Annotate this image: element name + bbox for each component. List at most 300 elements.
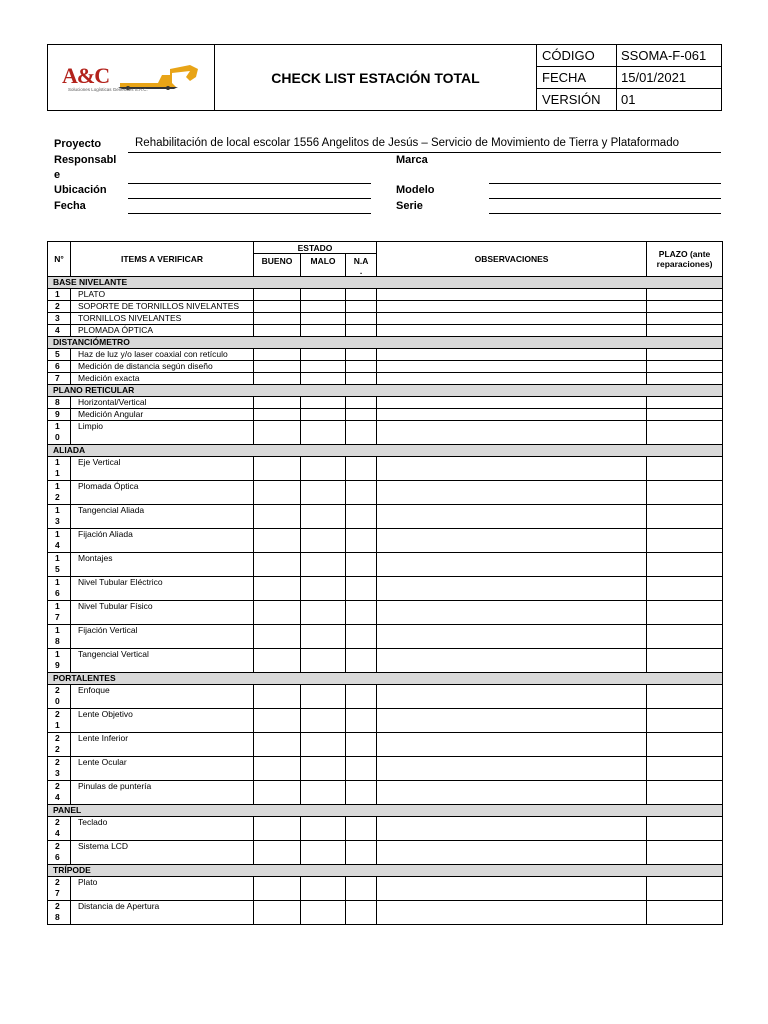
observaciones-cell[interactable] bbox=[377, 325, 647, 337]
row-number-line2: 0 bbox=[55, 696, 60, 706]
fecha-line[interactable] bbox=[128, 213, 371, 214]
bueno-cell[interactable] bbox=[254, 733, 301, 757]
header-table bbox=[47, 44, 722, 111]
plazo-cell[interactable] bbox=[647, 373, 723, 385]
bueno-cell[interactable] bbox=[254, 457, 301, 481]
malo-cell[interactable] bbox=[301, 289, 346, 301]
na-cell[interactable] bbox=[346, 685, 377, 709]
row-number bbox=[48, 877, 71, 901]
row-item-label: Lente Ocular bbox=[71, 757, 254, 781]
codigo-label: CÓDIGO bbox=[537, 45, 617, 67]
table-row bbox=[48, 733, 723, 757]
row-number-line1: 9 bbox=[55, 409, 60, 419]
bueno-cell[interactable] bbox=[254, 289, 301, 301]
section-title: PLANO RETICULAR bbox=[48, 385, 723, 397]
row-number-line2: 8 bbox=[55, 912, 60, 922]
malo-cell[interactable] bbox=[301, 421, 346, 445]
na-cell[interactable] bbox=[346, 841, 377, 865]
plazo-cell[interactable] bbox=[647, 457, 723, 481]
plazo-cell[interactable] bbox=[647, 397, 723, 409]
bueno-cell[interactable] bbox=[254, 397, 301, 409]
row-number-line1: 1 bbox=[55, 421, 60, 431]
na-cell[interactable] bbox=[346, 505, 377, 529]
responsable-line[interactable] bbox=[128, 183, 371, 184]
observaciones-cell[interactable] bbox=[377, 817, 647, 841]
version-value: 01 bbox=[617, 89, 722, 111]
observaciones-cell[interactable] bbox=[377, 361, 647, 373]
malo-cell[interactable] bbox=[301, 361, 346, 373]
row-number-line2: 0 bbox=[55, 432, 60, 442]
malo-cell[interactable] bbox=[301, 505, 346, 529]
row-number-line1: 1 bbox=[55, 625, 60, 635]
section-row bbox=[48, 337, 723, 349]
row-item-label: Fijación Aliada bbox=[71, 529, 254, 553]
plazo-cell[interactable] bbox=[647, 709, 723, 733]
table-row bbox=[48, 625, 723, 649]
row-number bbox=[48, 421, 71, 445]
na-cell[interactable] bbox=[346, 529, 377, 553]
row-number-line1: 7 bbox=[55, 373, 60, 383]
row-number-line1: 8 bbox=[55, 397, 60, 407]
row-number-line1: 6 bbox=[55, 361, 60, 371]
ubicacion-line[interactable] bbox=[128, 198, 371, 199]
col-num-header: N° bbox=[48, 242, 71, 277]
checklist-table bbox=[47, 241, 723, 925]
row-item-label: Distancia de Apertura bbox=[71, 901, 254, 925]
row-number bbox=[48, 781, 71, 805]
bueno-cell[interactable] bbox=[254, 601, 301, 625]
plazo-cell[interactable] bbox=[647, 601, 723, 625]
na-cell[interactable] bbox=[346, 349, 377, 361]
table-row bbox=[48, 649, 723, 673]
row-number-line1: 2 bbox=[55, 841, 60, 851]
plazo-cell[interactable] bbox=[647, 553, 723, 577]
na-cell[interactable] bbox=[346, 577, 377, 601]
row-number bbox=[48, 409, 71, 421]
malo-cell[interactable] bbox=[301, 649, 346, 673]
row-item-label: Montajes bbox=[71, 553, 254, 577]
col-bueno-header: BUENO bbox=[254, 254, 301, 277]
row-number-line2: 1 bbox=[55, 468, 60, 478]
row-number bbox=[48, 733, 71, 757]
observaciones-cell[interactable] bbox=[377, 529, 647, 553]
observaciones-cell[interactable] bbox=[377, 649, 647, 673]
malo-cell[interactable] bbox=[301, 781, 346, 805]
row-number bbox=[48, 313, 71, 325]
row-number-line2: 3 bbox=[55, 516, 60, 526]
plazo-cell[interactable] bbox=[647, 781, 723, 805]
malo-cell[interactable] bbox=[301, 601, 346, 625]
na-cell[interactable] bbox=[346, 709, 377, 733]
row-number bbox=[48, 529, 71, 553]
row-number-line2: 4 bbox=[55, 540, 60, 550]
na-cell[interactable] bbox=[346, 781, 377, 805]
plazo-header-line2: reparaciones) bbox=[656, 259, 713, 269]
table-row bbox=[48, 841, 723, 865]
plazo-cell[interactable] bbox=[647, 409, 723, 421]
section-row bbox=[48, 385, 723, 397]
bueno-cell[interactable] bbox=[254, 361, 301, 373]
bueno-cell[interactable] bbox=[254, 349, 301, 361]
na-cell[interactable] bbox=[346, 877, 377, 901]
malo-cell[interactable] bbox=[301, 901, 346, 925]
bueno-cell[interactable] bbox=[254, 781, 301, 805]
col-plazo-header bbox=[647, 242, 723, 277]
malo-cell[interactable] bbox=[301, 325, 346, 337]
malo-cell[interactable] bbox=[301, 409, 346, 421]
plazo-cell[interactable] bbox=[647, 313, 723, 325]
section-row bbox=[48, 865, 723, 877]
plazo-cell[interactable] bbox=[647, 301, 723, 313]
row-number bbox=[48, 457, 71, 481]
row-number-line1: 3 bbox=[55, 313, 60, 323]
checklist-body bbox=[48, 277, 723, 925]
na-cell[interactable] bbox=[346, 757, 377, 781]
row-item-label: Lente Inferior bbox=[71, 733, 254, 757]
na-cell[interactable] bbox=[346, 397, 377, 409]
section-title: DISTANCIÓMETRO bbox=[48, 337, 723, 349]
na-cell[interactable] bbox=[346, 601, 377, 625]
plazo-cell[interactable] bbox=[647, 421, 723, 445]
na-cell[interactable] bbox=[346, 625, 377, 649]
row-number-line2: 4 bbox=[55, 828, 60, 838]
observaciones-cell[interactable] bbox=[377, 409, 647, 421]
bueno-cell[interactable] bbox=[254, 625, 301, 649]
observaciones-cell[interactable] bbox=[377, 733, 647, 757]
observaciones-cell[interactable] bbox=[377, 313, 647, 325]
row-number-line1: 2 bbox=[55, 757, 60, 767]
row-number-line1: 2 bbox=[55, 733, 60, 743]
marca-label: Marca bbox=[396, 154, 428, 166]
plazo-cell[interactable] bbox=[647, 649, 723, 673]
observaciones-cell[interactable] bbox=[377, 505, 647, 529]
plazo-cell[interactable] bbox=[647, 361, 723, 373]
proyecto-line bbox=[128, 152, 721, 153]
table-row bbox=[48, 325, 723, 337]
row-number-line2: 9 bbox=[55, 660, 60, 670]
observaciones-cell[interactable] bbox=[377, 421, 647, 445]
row-number-line2: 7 bbox=[55, 612, 60, 622]
row-number-line2: 5 bbox=[55, 564, 60, 574]
bueno-cell[interactable] bbox=[254, 649, 301, 673]
observaciones-cell[interactable] bbox=[377, 685, 647, 709]
observaciones-cell[interactable] bbox=[377, 625, 647, 649]
malo-cell[interactable] bbox=[301, 685, 346, 709]
version-label: VERSIÓN bbox=[537, 89, 617, 111]
row-item-label: TORNILLOS NIVELANTES bbox=[71, 313, 254, 325]
plazo-cell[interactable] bbox=[647, 817, 723, 841]
row-number-line2: 3 bbox=[55, 768, 60, 778]
observaciones-cell[interactable] bbox=[377, 481, 647, 505]
row-item-label: Limpio bbox=[71, 421, 254, 445]
plazo-cell[interactable] bbox=[647, 289, 723, 301]
section-title: ALIADA bbox=[48, 445, 723, 457]
malo-cell[interactable] bbox=[301, 301, 346, 313]
row-item-label: PLOMADA ÓPTICA bbox=[71, 325, 254, 337]
plazo-cell[interactable] bbox=[647, 877, 723, 901]
row-number-line1: 1 bbox=[55, 601, 60, 611]
row-number bbox=[48, 577, 71, 601]
observaciones-cell[interactable] bbox=[377, 301, 647, 313]
table-row bbox=[48, 757, 723, 781]
row-item-label: Fijación Vertical bbox=[71, 625, 254, 649]
bueno-cell[interactable] bbox=[254, 757, 301, 781]
bueno-cell[interactable] bbox=[254, 529, 301, 553]
observaciones-cell[interactable] bbox=[377, 877, 647, 901]
table-row bbox=[48, 397, 723, 409]
proyecto-value: Rehabilitación de local escolar 1556 Angelitos de Jesús – Servicio de Movimiento de Tierra y Plataformado bbox=[135, 137, 679, 149]
malo-cell[interactable] bbox=[301, 577, 346, 601]
na-cell[interactable] bbox=[346, 289, 377, 301]
responsable-label: Responsabl bbox=[54, 154, 117, 166]
na-cell[interactable] bbox=[346, 301, 377, 313]
row-item-label: Pinulas de puntería bbox=[71, 781, 254, 805]
section-row bbox=[48, 277, 723, 289]
table-row bbox=[48, 529, 723, 553]
row-number bbox=[48, 841, 71, 865]
table-row bbox=[48, 685, 723, 709]
company-logo bbox=[58, 63, 206, 95]
na-header-line2: . bbox=[359, 266, 363, 276]
row-item-label: Plato bbox=[71, 877, 254, 901]
row-number-line1: 2 bbox=[55, 301, 60, 311]
observaciones-cell[interactable] bbox=[377, 601, 647, 625]
na-cell[interactable] bbox=[346, 361, 377, 373]
row-number bbox=[48, 817, 71, 841]
row-number-line1: 1 bbox=[55, 505, 60, 515]
bueno-cell[interactable] bbox=[254, 553, 301, 577]
table-row bbox=[48, 877, 723, 901]
plazo-cell[interactable] bbox=[647, 625, 723, 649]
row-item-label: Nivel Tubular Eléctrico bbox=[71, 577, 254, 601]
malo-cell[interactable] bbox=[301, 625, 346, 649]
malo-cell[interactable] bbox=[301, 457, 346, 481]
row-item-label: Lente Objetivo bbox=[71, 709, 254, 733]
row-item-label: Enfoque bbox=[71, 685, 254, 709]
malo-cell[interactable] bbox=[301, 397, 346, 409]
row-number bbox=[48, 397, 71, 409]
observaciones-cell[interactable] bbox=[377, 841, 647, 865]
plazo-cell[interactable] bbox=[647, 577, 723, 601]
logo-text: A&C bbox=[62, 63, 110, 88]
na-header-line1: N.A bbox=[353, 256, 369, 266]
plazo-cell[interactable] bbox=[647, 901, 723, 925]
plazo-cell[interactable] bbox=[647, 529, 723, 553]
codigo-value: SSOMA-F-061 bbox=[617, 45, 722, 67]
malo-cell[interactable] bbox=[301, 481, 346, 505]
observaciones-cell[interactable] bbox=[377, 373, 647, 385]
table-row bbox=[48, 481, 723, 505]
responsable-label-wrap: e bbox=[54, 169, 61, 181]
malo-cell[interactable] bbox=[301, 373, 346, 385]
plazo-cell[interactable] bbox=[647, 685, 723, 709]
col-observaciones-header: OBSERVACIONES bbox=[377, 242, 647, 277]
malo-cell[interactable] bbox=[301, 877, 346, 901]
row-number-line1: 1 bbox=[55, 481, 60, 491]
row-item-label: Medición exacta bbox=[71, 373, 254, 385]
row-number-line1: 2 bbox=[55, 709, 60, 719]
row-item-label: Teclado bbox=[71, 817, 254, 841]
plazo-cell[interactable] bbox=[647, 325, 723, 337]
table-row bbox=[48, 313, 723, 325]
row-number-line1: 5 bbox=[55, 349, 60, 359]
observaciones-cell[interactable] bbox=[377, 709, 647, 733]
malo-cell[interactable] bbox=[301, 757, 346, 781]
na-cell[interactable] bbox=[346, 649, 377, 673]
malo-cell[interactable] bbox=[301, 529, 346, 553]
malo-cell[interactable] bbox=[301, 709, 346, 733]
bueno-cell[interactable] bbox=[254, 685, 301, 709]
row-number bbox=[48, 709, 71, 733]
na-cell[interactable] bbox=[346, 313, 377, 325]
observaciones-cell[interactable] bbox=[377, 901, 647, 925]
logo-cell bbox=[48, 45, 215, 111]
row-number bbox=[48, 325, 71, 337]
row-number-line2: 6 bbox=[55, 852, 60, 862]
bueno-cell[interactable] bbox=[254, 421, 301, 445]
row-number-line2: 2 bbox=[55, 744, 60, 754]
malo-cell[interactable] bbox=[301, 733, 346, 757]
row-number-line2: 1 bbox=[55, 720, 60, 730]
row-item-label: Medición Angular bbox=[71, 409, 254, 421]
row-number-line1: 2 bbox=[55, 685, 60, 695]
observaciones-cell[interactable] bbox=[377, 577, 647, 601]
row-number-line1: 4 bbox=[55, 325, 60, 335]
malo-cell[interactable] bbox=[301, 553, 346, 577]
row-number-line2: 2 bbox=[55, 492, 60, 502]
plazo-cell[interactable] bbox=[647, 757, 723, 781]
col-estado-header: ESTADO bbox=[254, 242, 377, 254]
bueno-cell[interactable] bbox=[254, 409, 301, 421]
table-row bbox=[48, 289, 723, 301]
plazo-cell[interactable] bbox=[647, 505, 723, 529]
table-row bbox=[48, 817, 723, 841]
bueno-cell[interactable] bbox=[254, 325, 301, 337]
row-number-line1: 1 bbox=[55, 649, 60, 659]
row-number-line1: 2 bbox=[55, 817, 60, 827]
observaciones-cell[interactable] bbox=[377, 289, 647, 301]
table-row bbox=[48, 361, 723, 373]
bueno-cell[interactable] bbox=[254, 301, 301, 313]
serie-line[interactable] bbox=[489, 213, 721, 214]
row-item-label: Tangencial Aliada bbox=[71, 505, 254, 529]
row-number-line2: 7 bbox=[55, 888, 60, 898]
na-cell[interactable] bbox=[346, 373, 377, 385]
plazo-cell[interactable] bbox=[647, 349, 723, 361]
malo-cell[interactable] bbox=[301, 349, 346, 361]
na-cell[interactable] bbox=[346, 457, 377, 481]
observaciones-cell[interactable] bbox=[377, 781, 647, 805]
row-number bbox=[48, 481, 71, 505]
row-number bbox=[48, 625, 71, 649]
bueno-cell[interactable] bbox=[254, 841, 301, 865]
plazo-cell[interactable] bbox=[647, 481, 723, 505]
serie-label: Serie bbox=[396, 200, 423, 212]
proyecto-label: Proyecto bbox=[54, 138, 102, 150]
row-item-label: Horizontal/Vertical bbox=[71, 397, 254, 409]
bueno-cell[interactable] bbox=[254, 505, 301, 529]
na-cell[interactable] bbox=[346, 553, 377, 577]
table-row bbox=[48, 781, 723, 805]
bueno-cell[interactable] bbox=[254, 481, 301, 505]
bueno-cell[interactable] bbox=[254, 577, 301, 601]
table-row bbox=[48, 457, 723, 481]
table-row bbox=[48, 301, 723, 313]
observaciones-cell[interactable] bbox=[377, 397, 647, 409]
row-number-line1: 1 bbox=[55, 577, 60, 587]
na-cell[interactable] bbox=[346, 733, 377, 757]
bueno-cell[interactable] bbox=[254, 817, 301, 841]
bueno-cell[interactable] bbox=[254, 373, 301, 385]
row-number bbox=[48, 685, 71, 709]
na-cell[interactable] bbox=[346, 817, 377, 841]
malo-cell[interactable] bbox=[301, 817, 346, 841]
na-cell[interactable] bbox=[346, 409, 377, 421]
row-number bbox=[48, 349, 71, 361]
row-item-label: Medición de distancia según diseño bbox=[71, 361, 254, 373]
malo-cell[interactable] bbox=[301, 841, 346, 865]
bueno-cell[interactable] bbox=[254, 877, 301, 901]
fecha-label: FECHA bbox=[537, 67, 617, 89]
row-item-label: Eje Vertical bbox=[71, 457, 254, 481]
row-number-line1: 1 bbox=[55, 553, 60, 563]
bueno-cell[interactable] bbox=[254, 901, 301, 925]
row-item-label: PLATO bbox=[71, 289, 254, 301]
modelo-label: Modelo bbox=[396, 184, 435, 196]
plazo-header-line1: PLAZO (ante bbox=[658, 249, 711, 259]
row-number-line2: 8 bbox=[55, 636, 60, 646]
row-item-label: Tangencial Vertical bbox=[71, 649, 254, 673]
marca-line[interactable] bbox=[489, 183, 721, 184]
fecha-value: 15/01/2021 bbox=[617, 67, 722, 89]
table-row bbox=[48, 901, 723, 925]
row-number-line2: 6 bbox=[55, 588, 60, 598]
row-number-line2: 4 bbox=[55, 792, 60, 802]
row-number bbox=[48, 361, 71, 373]
na-cell[interactable] bbox=[346, 421, 377, 445]
row-number-line1: 2 bbox=[55, 781, 60, 791]
table-row bbox=[48, 349, 723, 361]
row-number bbox=[48, 601, 71, 625]
malo-cell[interactable] bbox=[301, 313, 346, 325]
na-cell[interactable] bbox=[346, 325, 377, 337]
observaciones-cell[interactable] bbox=[377, 349, 647, 361]
plazo-cell[interactable] bbox=[647, 841, 723, 865]
section-row bbox=[48, 673, 723, 685]
observaciones-cell[interactable] bbox=[377, 457, 647, 481]
col-na-header bbox=[346, 254, 377, 277]
row-number-line1: 1 bbox=[55, 289, 60, 299]
table-row bbox=[48, 373, 723, 385]
fecha-info-label: Fecha bbox=[54, 200, 86, 212]
observaciones-cell[interactable] bbox=[377, 553, 647, 577]
ubicacion-label: Ubicación bbox=[54, 184, 107, 196]
na-cell[interactable] bbox=[346, 481, 377, 505]
table-row bbox=[48, 577, 723, 601]
table-row bbox=[48, 421, 723, 445]
na-cell[interactable] bbox=[346, 901, 377, 925]
modelo-line[interactable] bbox=[489, 198, 721, 199]
bueno-cell[interactable] bbox=[254, 709, 301, 733]
bueno-cell[interactable] bbox=[254, 313, 301, 325]
observaciones-cell[interactable] bbox=[377, 757, 647, 781]
row-item-label: Sistema LCD bbox=[71, 841, 254, 865]
table-row bbox=[48, 709, 723, 733]
table-row bbox=[48, 601, 723, 625]
row-number-line1: 1 bbox=[55, 457, 60, 467]
table-row bbox=[48, 505, 723, 529]
plazo-cell[interactable] bbox=[647, 733, 723, 757]
